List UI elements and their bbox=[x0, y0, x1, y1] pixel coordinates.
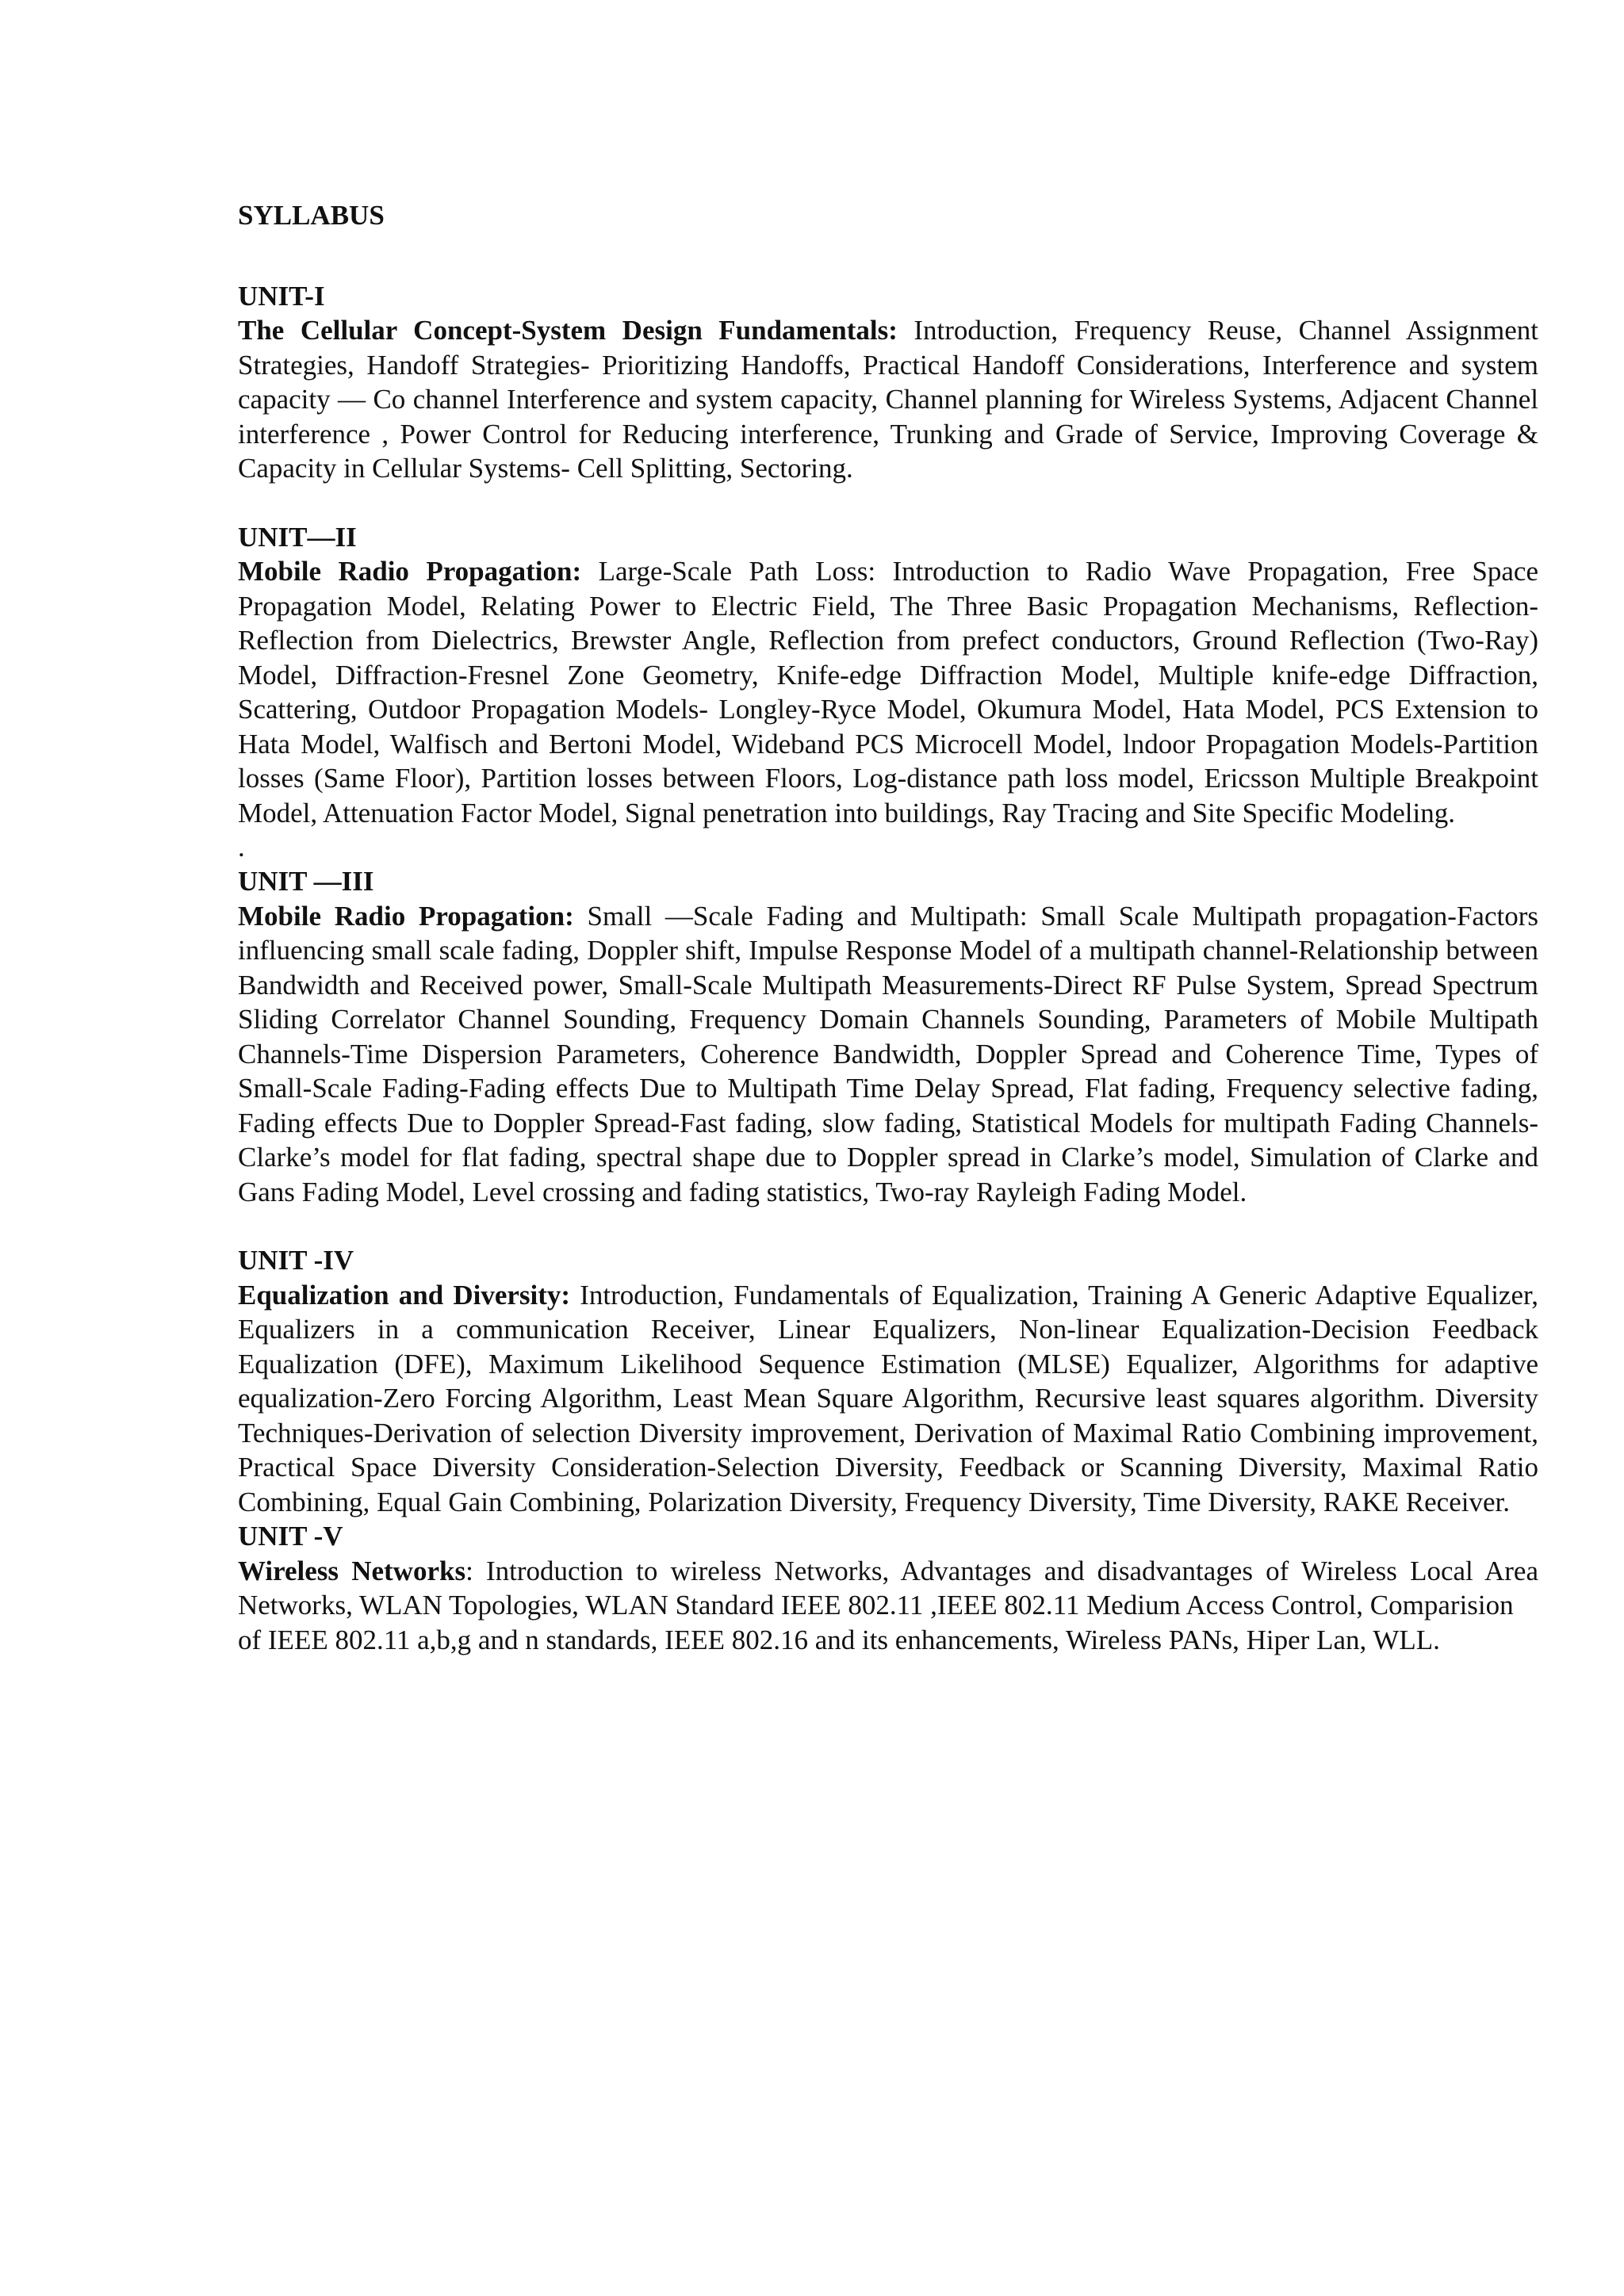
unit-3-body bbox=[238, 899, 1538, 1210]
unit-1-body bbox=[238, 313, 1538, 486]
unit-5-heading: UNIT -V bbox=[238, 1521, 343, 1552]
unit-2-trailing-dot: . bbox=[238, 832, 245, 863]
unit-5-topic: Wireless Networks bbox=[238, 1555, 466, 1586]
document-title: SYLLABUS bbox=[238, 200, 385, 231]
unit-2-heading: UNIT—II bbox=[238, 521, 357, 553]
unit-3-heading: UNIT —III bbox=[238, 866, 374, 897]
unit-1-topic: The Cellular Concept-System Design Fundamentals: bbox=[238, 315, 898, 346]
unit-4-text: Introduction, Fundamentals of Equalization, Training A Generic Adaptive Equalizer, Equalizers in a communication Receiver, Linear Equalizers, Non-linear Equalization-Decision Feedback Equalization (DFE), Maximum Likelihood Sequence Estimation (MLSE) Equalizer, Algorithms for adaptive equalization-Zero Forcing Algorithm, Least Mean Square Algorithm, Recursive least squares algorithm. Diversity Techniques-Derivation of selection Diversity improvement, Derivation of Maximal Ratio Combining improvement, Practical Space Diversity Consideration-Selection Diversity, Feedback or Scanning Diversity, Maximal Ratio Combining, Equal Gain Combining, Polarization Diversity, Frequency Diversity, Time Diversity, RAKE Receiver. bbox=[238, 1279, 1538, 1517]
unit-4-section bbox=[238, 1243, 1538, 1519]
unit-3-topic: Mobile Radio Propagation: bbox=[238, 900, 574, 932]
unit-1-text: Introduction, Frequency Reuse, Channel Assignment Strategies, Handoff Strategies- Prioritizing Handoffs, Practical Handoff Considerations, Interference and system capacity — Co channel Interference and system capacity, Channel planning for Wireless Systems, Adjacent Channel interference , Power Control for Reducing interference, Trunking and Grade of Service, Improving Coverage & Capacity in Cellular Systems- Cell Splitting, Sectoring. bbox=[238, 315, 1538, 484]
unit-2-section bbox=[238, 520, 1538, 865]
unit-4-body bbox=[238, 1278, 1538, 1520]
unit-1-heading: UNIT-I bbox=[238, 280, 325, 312]
unit-4-heading: UNIT -IV bbox=[238, 1245, 354, 1276]
unit-2-body bbox=[238, 554, 1538, 830]
unit-2-text: Large-Scale Path Loss: Introduction to Radio Wave Propagation, Free Space Propagation Model, Relating Power to Electric Field, The Three Basic Propagation Mechanisms, Reflection- Reflection from Dielectrics, Brewster Angle, Reflection from prefect conductors, Ground Reflection (Two-Ray) Model, Diffraction-Fresnel Zone Geometry, Knife-edge Diffraction Model, Multiple knife-edge Diffraction, Scattering, Outdoor Propagation Models- Longley-Ryce Model, Okumura Model, Hata Model, PCS Extension to Hata Model, Walfisch and Bertoni Model, Wideband PCS Microcell Model, lndoor Propagation Models-Partition losses (Same Floor), Partition losses between Floors, Log-distance path loss model, Ericsson Multiple Breakpoint Model, Attenuation Factor Model, Signal penetration into buildings, Ray Tracing and Site Specific Modeling. bbox=[238, 556, 1538, 828]
syllabus-page bbox=[238, 198, 1538, 1657]
unit-3-text: Small —Scale Fading and Multipath: Small Scale Multipath propagation-Factors influencing small scale fading, Doppler shift, Impulse Response Model of a multipath channel-Relationship between Bandwidth and Received power, Small-Scale Multipath Measurements-Direct RF Pulse System, Spread Spectrum Sliding Correlator Channel Sounding, Frequency Domain Channels Sounding, Parameters of Mobile Multipath Channels-Time Dispersion Parameters, Coherence Bandwidth, Doppler Spread and Coherence Time, Types of Small-Scale Fading-Fading effects Due to Multipath Time Delay Spread, Flat fading, Frequency selective fading, Fading effects Due to Doppler Spread-Fast fading, slow fading, Statistical Models for multipath Fading Channels-Clarke’s model for flat fading, spectral shape due to Doppler spread in Clarke’s model, Simulation of Clarke and Gans Fading Model, Level crossing and fading statistics, Two-ray Rayleigh Fading Model. bbox=[238, 900, 1538, 1207]
unit-4-topic: Equalization and Diversity: bbox=[238, 1279, 571, 1311]
unit-5-continuation: of IEEE 802.11 a,b,g and n standards, IEEE 802.16 and its enhancements, Wireless PANs, Hiper Lan, WLL. bbox=[238, 1624, 1440, 1655]
unit-2-topic: Mobile Radio Propagation: bbox=[238, 556, 582, 587]
unit-5-body bbox=[238, 1554, 1538, 1623]
unit-5-section bbox=[238, 1519, 1538, 1657]
unit-1-section bbox=[238, 279, 1538, 486]
unit-5-text: : Introduction to wireless Networks, Advantages and disadvantages of Wireless Local Area Networks, WLAN Topologies, WLAN Standard IEEE 802.11 ,IEEE 802.11 Medium Access Control, Comparision bbox=[238, 1555, 1538, 1621]
unit-3-section bbox=[238, 864, 1538, 1209]
